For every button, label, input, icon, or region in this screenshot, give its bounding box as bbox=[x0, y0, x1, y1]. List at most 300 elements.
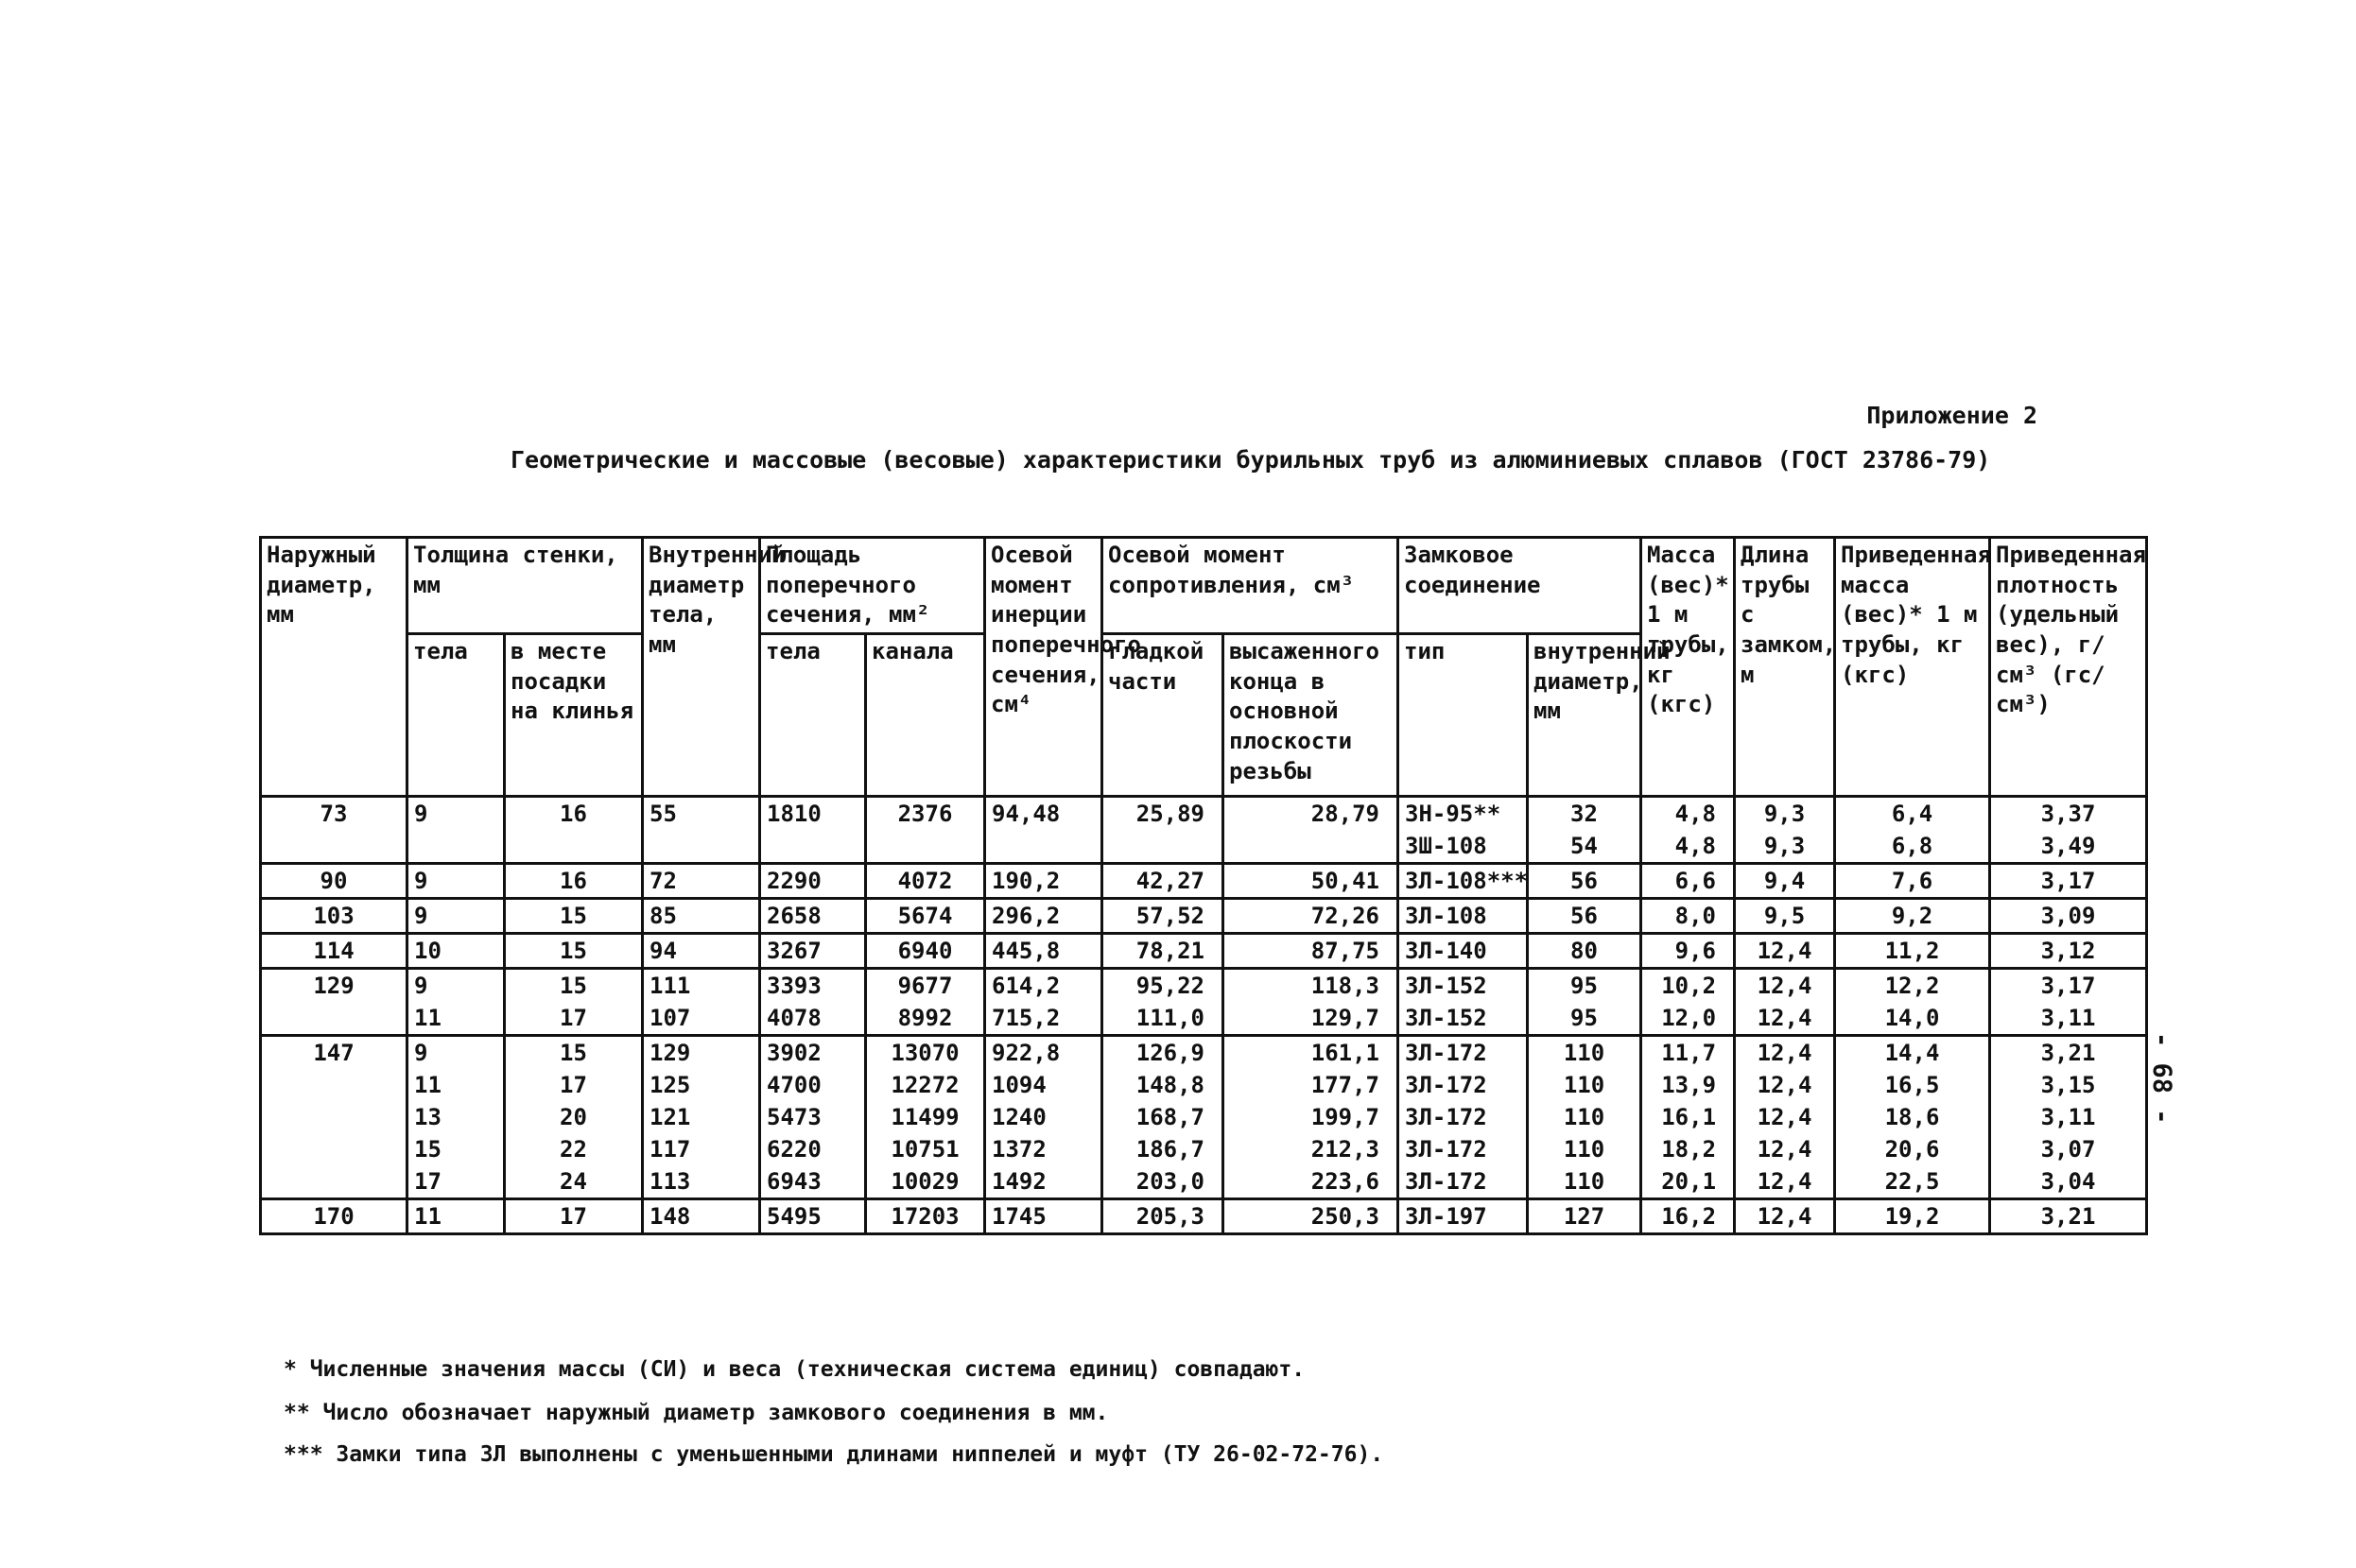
cell-value: 20,1 bbox=[1661, 1168, 1717, 1196]
cell-value: 11 bbox=[414, 1005, 442, 1032]
cell-len bbox=[1735, 1036, 1835, 1199]
cell-ab bbox=[760, 969, 866, 1036]
cell-t bbox=[407, 1036, 505, 1199]
cell-value bbox=[650, 830, 753, 862]
cell-value: 1240 bbox=[992, 1104, 1047, 1131]
table-row-group bbox=[261, 797, 2147, 864]
cell-value: 3,15 bbox=[2040, 1072, 2096, 1099]
header-row-1 bbox=[261, 538, 2147, 634]
cell-value: 110 bbox=[1563, 1136, 1605, 1163]
page-number: - 68 - bbox=[2147, 1032, 2176, 1125]
cell-lt bbox=[1398, 969, 1528, 1036]
cell-value: 4,8 bbox=[1674, 801, 1717, 828]
cell-ac bbox=[866, 1036, 985, 1199]
cell-value: 3393 bbox=[767, 973, 822, 1000]
cell-value: 3,37 bbox=[2040, 801, 2096, 828]
cell-value: 18,6 bbox=[1884, 1104, 1940, 1131]
cell-value: 199,7 bbox=[1310, 1104, 1379, 1131]
cell-value: 148 bbox=[650, 1203, 691, 1231]
cell-ws bbox=[1102, 969, 1223, 1036]
cell-value: 1745 bbox=[992, 1203, 1047, 1231]
cell-value: 161,1 bbox=[1310, 1040, 1379, 1067]
cell-rm bbox=[1835, 969, 1990, 1036]
cell-t bbox=[407, 969, 505, 1036]
cell-ws bbox=[1102, 1199, 1223, 1234]
cell-value: 148,8 bbox=[1135, 1072, 1204, 1099]
cell-value bbox=[268, 1069, 400, 1101]
cell-value: ЗЛ-172 bbox=[1405, 1104, 1487, 1131]
cell-value: 12,0 bbox=[1661, 1005, 1717, 1032]
cell-value: 20 bbox=[560, 1104, 587, 1131]
cell-value: 10 bbox=[414, 938, 442, 965]
cell-value: 18,2 bbox=[1661, 1136, 1717, 1163]
cell-len bbox=[1735, 934, 1835, 969]
cell-value: 6,4 bbox=[1891, 801, 1933, 828]
cell-ab bbox=[760, 934, 866, 969]
cell-value bbox=[414, 830, 497, 862]
cell-ab bbox=[760, 1036, 866, 1199]
cell-li bbox=[1528, 864, 1641, 899]
cell-ac bbox=[866, 969, 985, 1036]
appendix-label: Приложение 2 bbox=[1866, 402, 2037, 429]
cell-value: 1372 bbox=[992, 1136, 1047, 1163]
table-body bbox=[261, 797, 2147, 1234]
cell-value: 17 bbox=[560, 1203, 587, 1231]
cell-value: 32 bbox=[1570, 801, 1598, 828]
cell-value: 3,17 bbox=[2040, 973, 2096, 1000]
cell-value: 16,5 bbox=[1884, 1072, 1940, 1099]
cell-value: 13070 bbox=[891, 1040, 960, 1067]
cell-d bbox=[261, 1036, 407, 1199]
cell-lt bbox=[1398, 899, 1528, 934]
cell-m bbox=[1641, 934, 1735, 969]
cell-value: 3,07 bbox=[2040, 1136, 2096, 1163]
cell-value: 111 bbox=[650, 973, 691, 1000]
cell-value: 223,6 bbox=[1310, 1168, 1379, 1196]
header-resist-smooth: гладкой части bbox=[1102, 634, 1223, 797]
cell-tw bbox=[505, 864, 643, 899]
cell-value: 94,48 bbox=[992, 801, 1061, 828]
header-outer-diameter: Наружный диаметр, мм bbox=[261, 538, 407, 797]
cell-li bbox=[1528, 899, 1641, 934]
table-row-group bbox=[261, 1036, 2147, 1199]
cell-value: 170 bbox=[313, 1203, 355, 1231]
cell-value: 12,4 bbox=[1757, 1005, 1812, 1032]
cell-rho bbox=[1990, 797, 2147, 864]
document-title: Геометрические и массовые (весовые) характеристики бурильных труб из алюминиевых сплавов (ГОСТ 23786-79) bbox=[511, 446, 1991, 474]
header-lock-inner: внутренний диаметр, мм bbox=[1528, 634, 1641, 797]
cell-value: 12,4 bbox=[1757, 1104, 1812, 1131]
cell-value: 190,2 bbox=[992, 868, 1061, 895]
cell-value: 12,4 bbox=[1757, 1072, 1812, 1099]
cell-value: 10029 bbox=[891, 1168, 960, 1196]
cell-value bbox=[1109, 830, 1204, 862]
cell-d bbox=[261, 969, 407, 1036]
cell-lt bbox=[1398, 934, 1528, 969]
cell-value: 114 bbox=[313, 938, 355, 965]
cell-value: 9 bbox=[414, 903, 428, 930]
header-wall-wedge: в месте посадки на клинья bbox=[505, 634, 643, 797]
cell-t bbox=[407, 797, 505, 864]
cell-value: 12,4 bbox=[1757, 1168, 1812, 1196]
cell-value: 12272 bbox=[891, 1072, 960, 1099]
cell-in bbox=[985, 899, 1102, 934]
cell-value: 57,52 bbox=[1135, 903, 1204, 930]
cell-value: 147 bbox=[313, 1040, 355, 1067]
cell-value bbox=[268, 1002, 400, 1034]
cell-value: 3,04 bbox=[2040, 1168, 2096, 1196]
cell-rm bbox=[1835, 899, 1990, 934]
cell-value: 14,4 bbox=[1884, 1040, 1940, 1067]
cell-value: 72 bbox=[650, 868, 677, 895]
cell-value: 129 bbox=[650, 1040, 691, 1067]
cell-in bbox=[985, 934, 1102, 969]
cell-value: 17 bbox=[560, 1005, 587, 1032]
header-lock: Замковое соединение bbox=[1398, 538, 1641, 634]
header-area-channel: канала bbox=[866, 634, 985, 797]
cell-value: 12,4 bbox=[1757, 938, 1812, 965]
header-resistance: Осевой момент сопротивления, см³ bbox=[1102, 538, 1398, 634]
cell-value: ЗЛ-108 bbox=[1405, 903, 1487, 930]
cell-value: 125 bbox=[650, 1072, 691, 1099]
cell-value: 445,8 bbox=[992, 938, 1061, 965]
cell-m bbox=[1641, 864, 1735, 899]
cell-value: 12,4 bbox=[1757, 973, 1812, 1000]
cell-tw bbox=[505, 899, 643, 934]
pipe-characteristics-table bbox=[259, 536, 2148, 1235]
cell-rho bbox=[1990, 864, 2147, 899]
cell-value: 129 bbox=[313, 973, 355, 1000]
cell-ws bbox=[1102, 864, 1223, 899]
cell-value: 56 bbox=[1570, 868, 1598, 895]
cell-value bbox=[268, 1165, 400, 1198]
cell-value bbox=[268, 1133, 400, 1165]
cell-value bbox=[1230, 830, 1379, 862]
cell-tw bbox=[505, 1036, 643, 1199]
cell-value: ЗЛ-108*** bbox=[1405, 868, 1529, 895]
cell-value: 11499 bbox=[891, 1104, 960, 1131]
cell-value bbox=[268, 1101, 400, 1133]
cell-value: 110 bbox=[1563, 1104, 1605, 1131]
footnote-1: * Численные значения массы (СИ) и веса (техническая система единиц) совпадают. bbox=[284, 1357, 1306, 1382]
cell-value: 1492 bbox=[992, 1168, 1047, 1196]
cell-value: 22,5 bbox=[1884, 1168, 1940, 1196]
cell-ac bbox=[866, 899, 985, 934]
cell-d bbox=[261, 864, 407, 899]
cell-value: 3,11 bbox=[2040, 1104, 2096, 1131]
footnote-3: *** Замки типа ЗЛ выполнены с уменьшенными длинами ниппелей и муфт (ТУ 26-02-72-76). bbox=[284, 1442, 1384, 1467]
cell-d bbox=[261, 1199, 407, 1234]
cell-ws bbox=[1102, 797, 1223, 864]
cell-m bbox=[1641, 1199, 1735, 1234]
cell-value: ЗЛ-172 bbox=[1405, 1072, 1487, 1099]
cell-value: 111,0 bbox=[1135, 1005, 1204, 1032]
cell-value: 3,11 bbox=[2040, 1005, 2096, 1032]
cell-value: ЗЛ-152 bbox=[1405, 973, 1487, 1000]
cell-value: 121 bbox=[650, 1104, 691, 1131]
cell-wu bbox=[1223, 1036, 1398, 1199]
cell-value: 11,7 bbox=[1661, 1040, 1717, 1067]
cell-len bbox=[1735, 969, 1835, 1036]
cell-value: 8992 bbox=[897, 1005, 953, 1032]
cell-lt bbox=[1398, 864, 1528, 899]
header-lock-type: тип bbox=[1398, 634, 1528, 797]
cell-wu bbox=[1223, 899, 1398, 934]
cell-value: 80 bbox=[1570, 938, 1598, 965]
cell-in bbox=[985, 1036, 1102, 1199]
cell-value: 22 bbox=[560, 1136, 587, 1163]
cell-value: 110 bbox=[1563, 1040, 1605, 1067]
cell-lt bbox=[1398, 797, 1528, 864]
cell-value: 9 bbox=[414, 868, 428, 895]
cell-wu bbox=[1223, 969, 1398, 1036]
cell-value: 9,6 bbox=[1674, 938, 1717, 965]
cell-value: 9677 bbox=[897, 973, 953, 1000]
cell-d bbox=[261, 797, 407, 864]
cell-ws bbox=[1102, 934, 1223, 969]
cell-value: 8,0 bbox=[1674, 903, 1717, 930]
header-inner-diameter: Внутренний диаметр тела, мм bbox=[643, 538, 760, 797]
header-wall: Толщина стенки, мм bbox=[407, 538, 643, 634]
cell-value: 186,7 bbox=[1135, 1136, 1204, 1163]
cell-value: 7,6 bbox=[1891, 868, 1933, 895]
cell-value: 15 bbox=[560, 1040, 587, 1067]
cell-value bbox=[511, 830, 635, 862]
cell-value bbox=[268, 830, 400, 862]
cell-lt bbox=[1398, 1036, 1528, 1199]
cell-value: 19,2 bbox=[1884, 1203, 1940, 1231]
cell-len bbox=[1735, 899, 1835, 934]
cell-d bbox=[261, 934, 407, 969]
cell-value: 11,2 bbox=[1884, 938, 1940, 965]
cell-t bbox=[407, 934, 505, 969]
cell-d bbox=[261, 899, 407, 934]
cell-value: 205,3 bbox=[1135, 1203, 1204, 1231]
cell-li bbox=[1528, 1036, 1641, 1199]
cell-rm bbox=[1835, 864, 1990, 899]
cell-value: ЗЛ-172 bbox=[1405, 1168, 1487, 1196]
cell-value: 15 bbox=[560, 903, 587, 930]
cell-value: 17 bbox=[414, 1168, 442, 1196]
cell-rho bbox=[1990, 934, 2147, 969]
cell-value: 2376 bbox=[897, 801, 953, 828]
cell-value: 126,9 bbox=[1135, 1040, 1204, 1067]
cell-value: 16,1 bbox=[1661, 1104, 1717, 1131]
cell-li bbox=[1528, 797, 1641, 864]
footnote-2: ** Число обозначает наружный диаметр замкового соединения в мм. bbox=[284, 1401, 1109, 1425]
cell-value: 72,26 bbox=[1310, 903, 1379, 930]
table-row-group bbox=[261, 864, 2147, 899]
cell-ab bbox=[760, 864, 866, 899]
cell-value: 42,27 bbox=[1135, 868, 1204, 895]
cell-value: 12,4 bbox=[1757, 1136, 1812, 1163]
cell-value: 5473 bbox=[767, 1104, 822, 1131]
cell-value bbox=[767, 830, 858, 862]
cell-value: 212,3 bbox=[1310, 1136, 1379, 1163]
cell-value: 17 bbox=[560, 1072, 587, 1099]
cell-value: 54 bbox=[1570, 833, 1598, 860]
header-density: Приведенная плотность (удельный вес), г/см³ (гс/см³) bbox=[1990, 538, 2147, 797]
header-mass: Масса (вес)* 1 м трубы, кг (кгс) bbox=[1641, 538, 1735, 797]
cell-value: 85 bbox=[650, 903, 677, 930]
cell-value: 9 bbox=[414, 1040, 428, 1067]
cell-value: 94 bbox=[650, 938, 677, 965]
cell-ab bbox=[760, 899, 866, 934]
cell-value: 10,2 bbox=[1661, 973, 1717, 1000]
cell-value bbox=[992, 830, 1095, 862]
cell-value: 15 bbox=[560, 973, 587, 1000]
cell-value: 4078 bbox=[767, 1005, 822, 1032]
cell-value: 5495 bbox=[767, 1203, 822, 1231]
cell-value: 1810 bbox=[767, 801, 822, 828]
cell-value: 9 bbox=[414, 801, 428, 828]
cell-value: 4700 bbox=[767, 1072, 822, 1099]
cell-value: ЗШ-108 bbox=[1405, 833, 1487, 860]
cell-value: ЗЛ-140 bbox=[1405, 938, 1487, 965]
cell-ab bbox=[760, 1199, 866, 1234]
table-row-group bbox=[261, 934, 2147, 969]
cell-value: 24 bbox=[560, 1168, 587, 1196]
cell-t bbox=[407, 864, 505, 899]
table-row-group bbox=[261, 969, 2147, 1036]
cell-value: 3,17 bbox=[2040, 868, 2096, 895]
cell-wu bbox=[1223, 797, 1398, 864]
cell-value: 95 bbox=[1570, 973, 1598, 1000]
header-resist-upset: высаженного конца в основной плоскости резьбы bbox=[1223, 634, 1398, 797]
cell-value: 17203 bbox=[891, 1203, 960, 1231]
cell-li bbox=[1528, 969, 1641, 1036]
cell-value bbox=[873, 830, 978, 862]
cell-value: 177,7 bbox=[1310, 1072, 1379, 1099]
cell-value: 95,22 bbox=[1135, 973, 1204, 1000]
cell-value: 3,09 bbox=[2040, 903, 2096, 930]
cell-ac bbox=[866, 864, 985, 899]
cell-rho bbox=[1990, 1036, 2147, 1199]
cell-value: 6940 bbox=[897, 938, 953, 965]
cell-value: 50,41 bbox=[1310, 868, 1379, 895]
cell-value: 78,21 bbox=[1135, 938, 1204, 965]
cell-m bbox=[1641, 1036, 1735, 1199]
cell-ab bbox=[760, 797, 866, 864]
cell-value: 3,21 bbox=[2040, 1040, 2096, 1067]
cell-value: 95 bbox=[1570, 1005, 1598, 1032]
cell-tw bbox=[505, 934, 643, 969]
cell-value: 168,7 bbox=[1135, 1104, 1204, 1131]
cell-value: 16,2 bbox=[1661, 1203, 1717, 1231]
cell-tw bbox=[505, 969, 643, 1036]
cell-value: 15 bbox=[560, 938, 587, 965]
cell-value: 6220 bbox=[767, 1136, 822, 1163]
cell-in bbox=[985, 797, 1102, 864]
cell-value: 28,79 bbox=[1310, 801, 1379, 828]
cell-value: 3,49 bbox=[2040, 833, 2096, 860]
cell-di bbox=[643, 797, 760, 864]
cell-value: 20,6 bbox=[1884, 1136, 1940, 1163]
cell-value: 13,9 bbox=[1661, 1072, 1717, 1099]
cell-m bbox=[1641, 797, 1735, 864]
cell-value: 13 bbox=[414, 1104, 442, 1131]
cell-value: 15 bbox=[414, 1136, 442, 1163]
cell-ws bbox=[1102, 1036, 1223, 1199]
cell-li bbox=[1528, 934, 1641, 969]
cell-value: 203,0 bbox=[1135, 1168, 1204, 1196]
cell-tw bbox=[505, 797, 643, 864]
cell-value: 110 bbox=[1563, 1168, 1605, 1196]
cell-value: 4,8 bbox=[1674, 833, 1717, 860]
cell-in bbox=[985, 969, 1102, 1036]
cell-value: 56 bbox=[1570, 903, 1598, 930]
cell-ac bbox=[866, 797, 985, 864]
header-inertia: Осевой момент инерции поперечного сечения, см⁴ bbox=[985, 538, 1102, 797]
cell-value: 73 bbox=[320, 801, 348, 828]
cell-len bbox=[1735, 864, 1835, 899]
cell-value: 4072 bbox=[897, 868, 953, 895]
cell-m bbox=[1641, 969, 1735, 1036]
cell-value: 9,3 bbox=[1763, 833, 1806, 860]
cell-value: 3267 bbox=[767, 938, 822, 965]
cell-di bbox=[643, 969, 760, 1036]
cell-value: 55 bbox=[650, 801, 677, 828]
header-length: Длина трубы с замком, м bbox=[1735, 538, 1835, 797]
cell-value: 129,7 bbox=[1310, 1005, 1379, 1032]
cell-value: 25,89 bbox=[1135, 801, 1204, 828]
cell-value: 87,75 bbox=[1310, 938, 1379, 965]
cell-value: 12,4 bbox=[1757, 1203, 1812, 1231]
cell-rho bbox=[1990, 1199, 2147, 1234]
table-row-group bbox=[261, 1199, 2147, 1234]
cell-value: ЗЛ-172 bbox=[1405, 1040, 1487, 1067]
cell-value: 10751 bbox=[891, 1136, 960, 1163]
cell-t bbox=[407, 899, 505, 934]
cell-in bbox=[985, 864, 1102, 899]
cell-value: 103 bbox=[313, 903, 355, 930]
cell-wu bbox=[1223, 864, 1398, 899]
cell-value: 922,8 bbox=[992, 1040, 1061, 1067]
cell-value: 110 bbox=[1563, 1072, 1605, 1099]
cell-value: ЗЛ-197 bbox=[1405, 1203, 1487, 1231]
cell-value: 3,21 bbox=[2040, 1203, 2096, 1231]
cell-value: 3902 bbox=[767, 1040, 822, 1067]
header-area-body: тела bbox=[760, 634, 866, 797]
cell-value: 117 bbox=[650, 1136, 691, 1163]
cell-value: 9,4 bbox=[1763, 868, 1806, 895]
cell-li bbox=[1528, 1199, 1641, 1234]
cell-value: 250,3 bbox=[1310, 1203, 1379, 1231]
cell-value: ЗЛ-152 bbox=[1405, 1005, 1487, 1032]
cell-value: 12,4 bbox=[1757, 1040, 1812, 1067]
cell-value: 9,5 bbox=[1763, 903, 1806, 930]
cell-value: 296,2 bbox=[992, 903, 1061, 930]
cell-di bbox=[643, 1199, 760, 1234]
cell-len bbox=[1735, 797, 1835, 864]
cell-value: 16 bbox=[560, 868, 587, 895]
cell-value: ЗН-95** bbox=[1405, 801, 1501, 828]
cell-value: 1094 bbox=[992, 1072, 1047, 1099]
cell-m bbox=[1641, 899, 1735, 934]
cell-value: 9,3 bbox=[1763, 801, 1806, 828]
header-wall-body: тела bbox=[407, 634, 505, 797]
cell-value: 11 bbox=[414, 1203, 442, 1231]
cell-value: 9 bbox=[414, 973, 428, 1000]
cell-lt bbox=[1398, 1199, 1528, 1234]
cell-t bbox=[407, 1199, 505, 1234]
cell-di bbox=[643, 1036, 760, 1199]
cell-value: 2290 bbox=[767, 868, 822, 895]
cell-value: 9,2 bbox=[1891, 903, 1933, 930]
table-row-group bbox=[261, 899, 2147, 934]
cell-value: 12,2 bbox=[1884, 973, 1940, 1000]
cell-len bbox=[1735, 1199, 1835, 1234]
